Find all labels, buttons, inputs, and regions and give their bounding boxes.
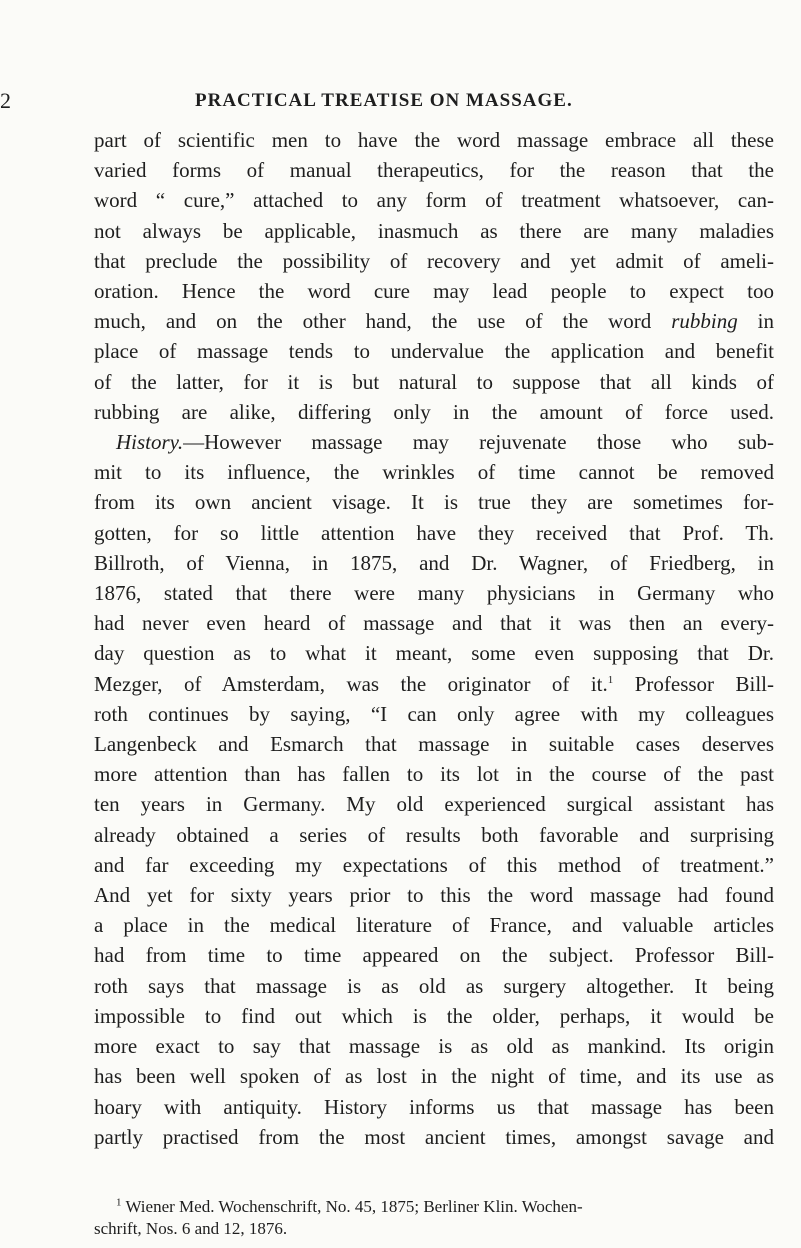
section-heading: History. bbox=[116, 430, 184, 455]
text-fragment: Professor Bill- bbox=[613, 671, 775, 696]
body-text bbox=[94, 125, 774, 1152]
text-line: gotten, for so little attention have they received that Prof. Th. bbox=[94, 520, 774, 545]
text-line: had from time to time appeared on the subject. Professor Bill- bbox=[94, 943, 774, 968]
text-line: roth says that massage is as old as surgery altogether. It being bbox=[94, 973, 774, 998]
text-fragment: Mezger, of Amsterdam, was the originator of it. bbox=[94, 671, 608, 696]
text-fragment: much, and on the other hand, the use of the word bbox=[94, 309, 652, 334]
text-line: ten years in Germany. My old experienced surgical assistant has bbox=[94, 792, 774, 817]
italic-term: rubbing bbox=[671, 309, 738, 334]
footnote-line: schrift, Nos. 6 and 12, 1876. bbox=[94, 1219, 288, 1238]
text-line: Billroth, of Vienna, in 1875, and Dr. Wagner, of Friedberg, in bbox=[94, 550, 774, 575]
text-line: has been well spoken of as lost in the night of time, and its use as bbox=[94, 1064, 774, 1089]
text-line: not always be applicable, inasmuch as there are many maladies bbox=[94, 218, 774, 243]
footnote-marker: 1 bbox=[116, 1196, 122, 1209]
text-line: more attention than has fallen to its lot in the course of the past bbox=[94, 762, 774, 787]
text-line: had never even heard of massage and that it was then an every- bbox=[94, 611, 774, 636]
text-line: varied forms of manual therapeutics, for the reason that the bbox=[94, 158, 774, 183]
text-line: mit to its influence, the wrinkles of time cannot be removed bbox=[94, 460, 774, 485]
text-line: place of massage tends to undervalue the application and benefit bbox=[94, 339, 774, 364]
footnote-line bbox=[94, 1196, 754, 1218]
text-line: rubbing are alike, differing only in the amount of force used. bbox=[94, 399, 774, 424]
page-number: 2 bbox=[0, 88, 11, 113]
text-line: day question as to what it meant, some even supposing that Dr. bbox=[94, 641, 774, 666]
text-line: word “ cure,” attached to any form of treatment whatsoever, can- bbox=[94, 188, 774, 213]
text-fragment: —However massage may rejuvenate those who sub- bbox=[183, 430, 774, 455]
text-line: and far exceeding my expectations of this method of treatment.” bbox=[94, 852, 774, 877]
text-fragment: in bbox=[737, 309, 775, 334]
text-line: a place in the medical literature of France, and valuable articles bbox=[94, 913, 774, 938]
footnote-text: Wiener Med. Wochenschrift, No. 45, 1875; Berliner Klin. Wochen- bbox=[121, 1197, 583, 1216]
text-line: of the latter, for it is but natural to suppose that all kinds of bbox=[94, 369, 774, 394]
text-line: that preclude the possibility of recovery and yet admit of ameli- bbox=[94, 248, 774, 273]
text-line: part of scientific men to have the word massage embrace all these bbox=[94, 128, 774, 152]
text-line bbox=[94, 669, 774, 699]
text-line bbox=[94, 306, 774, 336]
text-line: hoary with antiquity. History informs us that massage has been bbox=[94, 1094, 774, 1119]
text-line: roth continues by saying, “I can only agree with my colleagues bbox=[94, 701, 774, 726]
text-line: 1876, stated that there were many physicians in Germany who bbox=[94, 581, 774, 606]
text-line: impossible to find out which is the older, perhaps, it would be bbox=[94, 1003, 774, 1028]
text-line: oration. Hence the word cure may lead people to expect too bbox=[94, 279, 774, 304]
text-line: from its own ancient visage. It is true they are sometimes for- bbox=[94, 490, 774, 515]
text-line: more exact to say that massage is as old as mankind. Its origin bbox=[94, 1034, 774, 1059]
text-line: partly practised from the most ancient times, amongst savage and bbox=[94, 1124, 774, 1149]
text-line: Langenbeck and Esmarch that massage in suitable cases deserves bbox=[94, 732, 774, 757]
running-head: PRACTICAL TREATISE ON MASSAGE. bbox=[195, 90, 573, 111]
text-line: already obtained a series of results both favorable and surprising bbox=[94, 822, 774, 847]
text-line bbox=[94, 427, 774, 457]
text-line: And yet for sixty years prior to this the word massage had found bbox=[94, 883, 774, 908]
footnote bbox=[94, 1196, 754, 1240]
footnote-ref: 1 bbox=[607, 673, 614, 686]
